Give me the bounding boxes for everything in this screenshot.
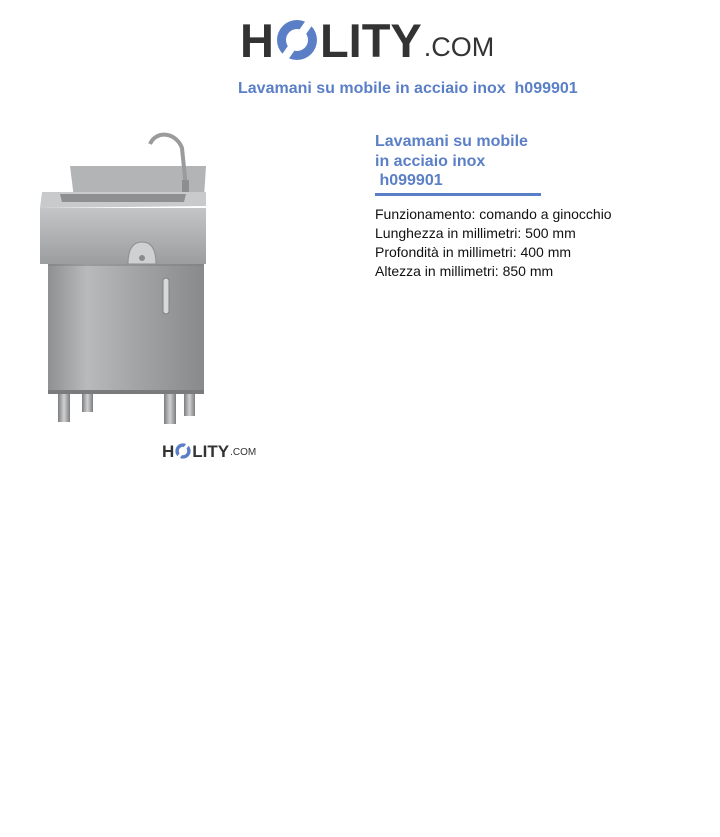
spec-item: Funzionamento: comando a ginocchio	[375, 206, 612, 222]
title-divider	[375, 193, 541, 196]
spec-item: Profondità in millimetri: 400 mm	[375, 244, 572, 260]
logo-domain: .COM	[423, 32, 495, 62]
product-name	[375, 132, 528, 191]
product-name-line: Lavamani su mobile	[375, 133, 528, 150]
spec-item: Altezza in millimetri: 850 mm	[375, 263, 554, 279]
watermark-domain: .COM	[230, 447, 257, 458]
watermark-o-icon	[175, 443, 191, 459]
product-name-line: in acciaio inox	[375, 152, 486, 170]
logo-letter-h: H	[240, 14, 274, 67]
page-title: Lavamani su mobile in acciaio inox h099901	[238, 80, 578, 97]
watermark-letters-lity: LITY	[192, 442, 230, 461]
logo-letters-lity: LITY	[319, 14, 422, 67]
holity-logo[interactable]	[240, 12, 495, 67]
spec-list	[375, 205, 612, 281]
product-code: h099901	[375, 172, 443, 189]
logo-o-icon	[276, 19, 318, 61]
product-image	[36, 128, 212, 432]
watermark-letter-h: H	[162, 442, 175, 461]
watermark-logo	[162, 438, 256, 460]
spec-item: Lunghezza in millimetri: 500 mm	[375, 225, 576, 241]
